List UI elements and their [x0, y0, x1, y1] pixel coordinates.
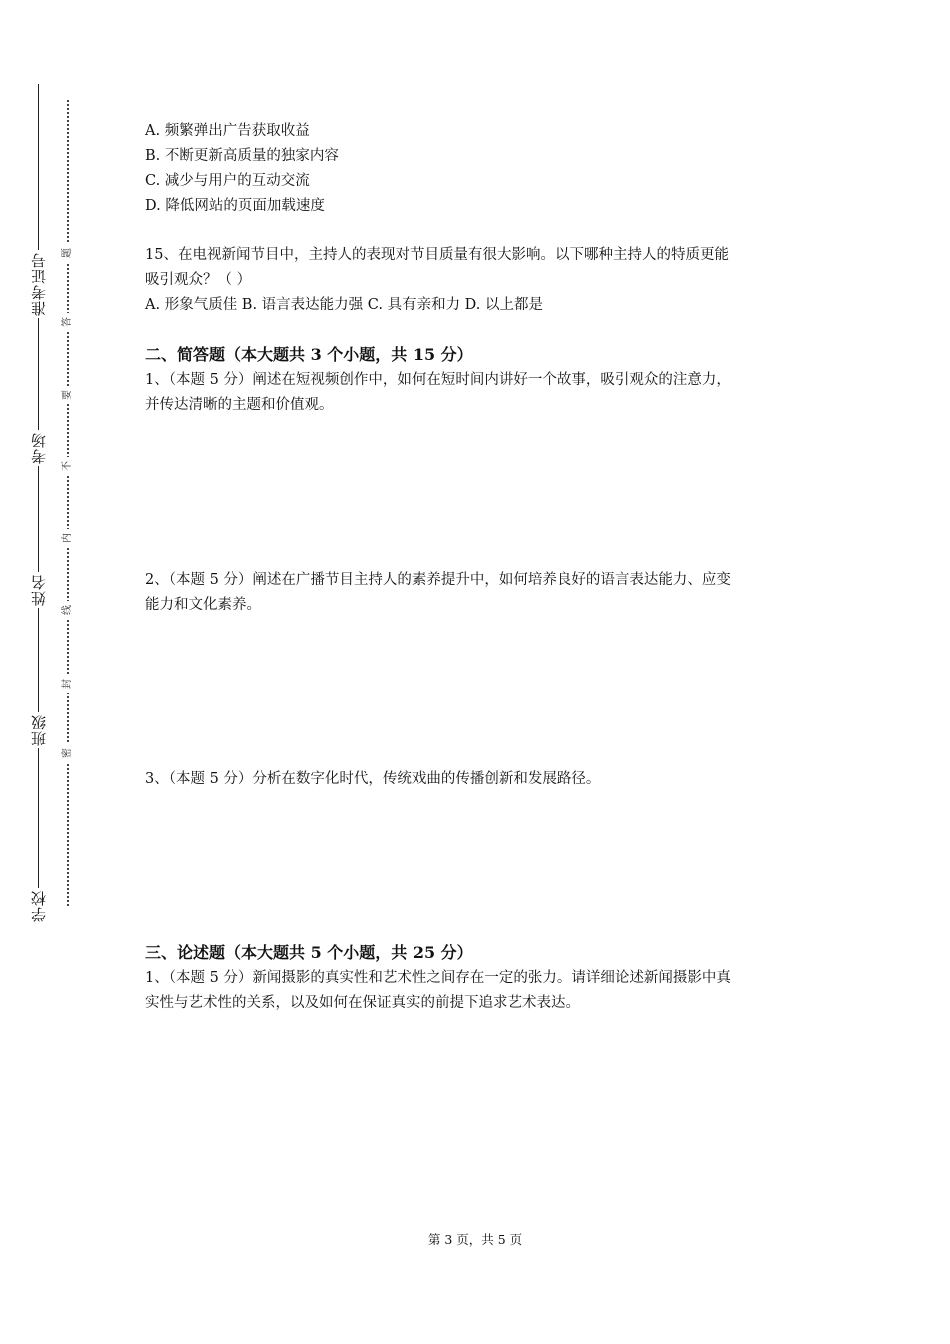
- s3-q1-stem-cont: 实性与艺术性的关系，以及如何在保证真实的前提下追求艺术表达。: [145, 995, 580, 1011]
- seal-char: 封: [60, 675, 76, 693]
- exam-room-label: 考场: [24, 430, 54, 466]
- exam-number-label: 准考证号: [24, 250, 54, 318]
- page-number: 第 3 页，共 5 页: [427, 1232, 523, 1247]
- seal-char: 线: [60, 601, 76, 619]
- binding-margin: [0, 0, 90, 1344]
- s2-q1-stem: 1、（本题 5 分）阐述在短视频创作中，如何在短时间内讲好一个故事，吸引观众的注意力，: [145, 372, 731, 388]
- section3-title: 三、论述题（本大题共 5 个小题，共 25 分）: [145, 943, 473, 962]
- q14-option-d: D. 降低网站的页面加载速度: [145, 198, 325, 214]
- seal-char: 题: [60, 244, 76, 262]
- q14-option-b: B. 不断更新高质量的独家内容: [145, 148, 339, 164]
- q14-option-a: A. 频繁弹出广告获取收益: [145, 123, 310, 139]
- q15-stem-cont: 吸引观众？（ ）: [145, 272, 252, 288]
- section2-title: 二、简答题（本大题共 3 个小题，共 15 分）: [145, 345, 473, 364]
- seal-char: 密: [60, 744, 76, 762]
- q15-stem: 15、在电视新闻节目中，主持人的表现对节目质量有很大影响。以下哪种主持人的特质更能: [145, 247, 729, 263]
- name-label: 姓名: [24, 572, 54, 608]
- school-label: 学校: [24, 888, 54, 924]
- seal-char: 内: [60, 529, 76, 547]
- s2-q1-stem-cont: 并传达清晰的主题和价值观。: [145, 397, 334, 413]
- seal-dotted-line: [67, 100, 69, 906]
- seal-char: 不: [60, 457, 76, 475]
- s2-q2-stem-cont: 能力和文化素养。: [145, 597, 261, 613]
- seal-char: 答: [60, 313, 76, 331]
- s2-q2-stem: 2、（本题 5 分）阐述在广播节目主持人的素养提升中，如何培养良好的语言表达能力、应变: [145, 572, 731, 588]
- binding-solid-line: [38, 84, 39, 924]
- s2-q3-stem: 3、（本题 5 分）分析在数字化时代，传统戏曲的传播创新和发展路径。: [145, 771, 601, 787]
- q14-option-c: C. 减少与用户的互动交流: [145, 173, 310, 189]
- seal-char: 要: [60, 386, 76, 404]
- class-label: 班级: [24, 712, 54, 748]
- s3-q1-stem: 1、（本题 5 分）新闻摄影的真实性和艺术性之间存在一定的张力。请详细论述新闻摄影中真: [145, 970, 731, 986]
- q15-options: A. 形象气质佳 B. 语言表达能力强 C. 具有亲和力 D. 以上都是: [145, 297, 544, 313]
